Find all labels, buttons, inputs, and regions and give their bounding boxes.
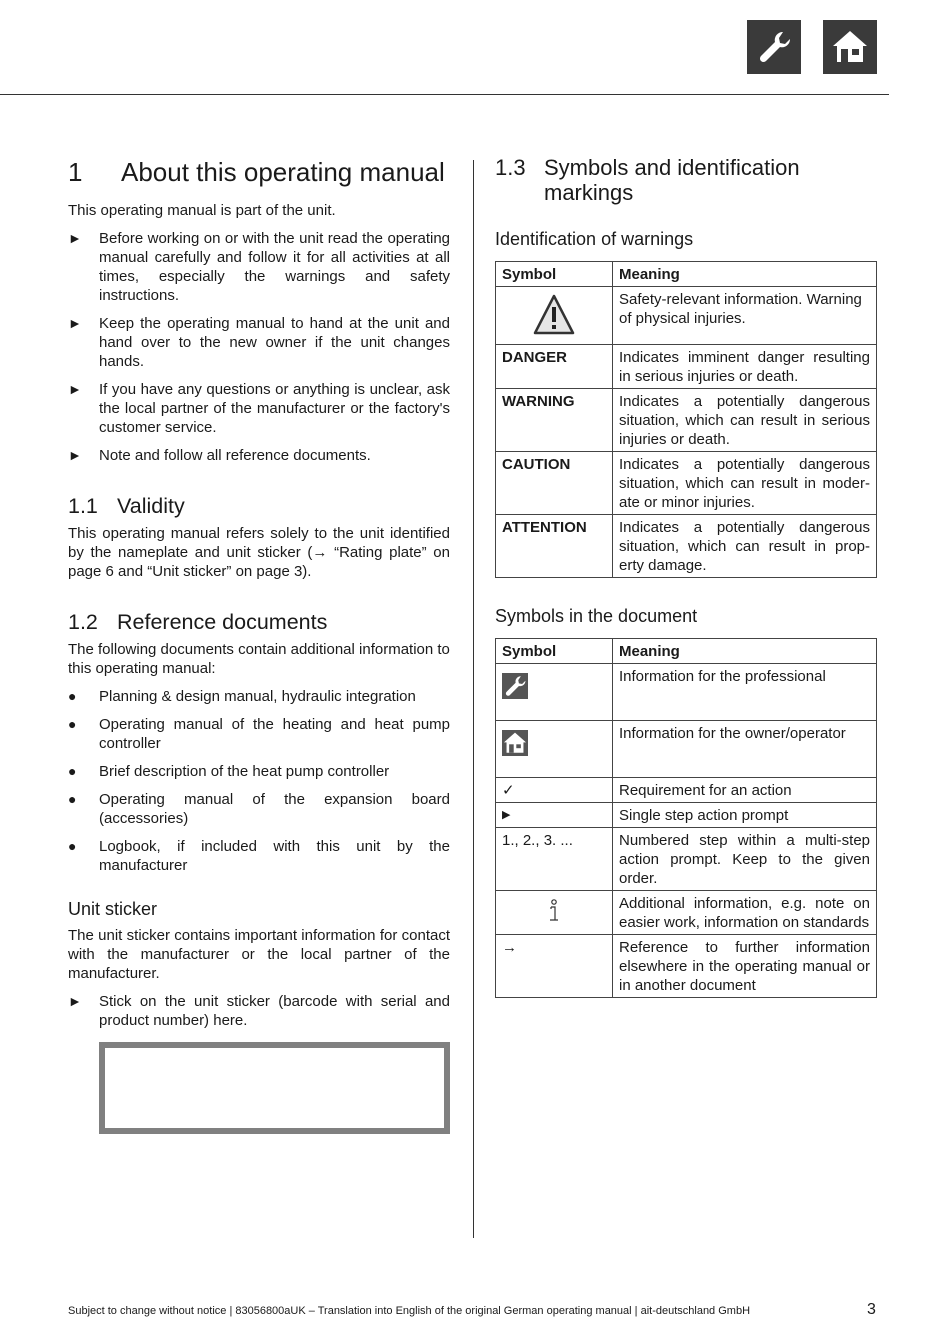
list-item-text: Operating manual of the heating and heat pump controller: [99, 716, 450, 752]
column-header-symbol: Symbol: [496, 639, 613, 664]
right-column: [495, 155, 877, 998]
list-item: [68, 837, 450, 875]
list-item: [68, 762, 450, 781]
section-title: [544, 155, 800, 205]
table-row: [496, 721, 877, 778]
list-item-text: Keep the operating manual to hand at the unit and hand over to the new owner if the unit changes hands.: [99, 315, 450, 370]
symbol-cell: DANGER: [496, 345, 613, 389]
section-number: 1: [68, 157, 83, 187]
section-title: Validity: [117, 494, 185, 518]
table-row: [496, 891, 877, 935]
section-number: 1.2: [68, 610, 98, 634]
section-1-2-heading: [68, 609, 450, 635]
house-icon-graphic: [830, 27, 870, 67]
list-item: [68, 229, 450, 305]
table-row: [496, 515, 877, 578]
symbol-cell: ATTENTION: [496, 515, 613, 578]
warnings-heading: Identification of warnings: [495, 229, 694, 249]
list-item: [68, 314, 450, 371]
list-item: [68, 715, 450, 753]
footer-text: Subject to change without notice | 83056800aUK – Translation into English of the original German operating manual | ait-deutschland GmbH: [68, 1305, 751, 1317]
unit-sticker-list: [68, 992, 450, 1030]
checkmark-icon: ✓: [496, 778, 613, 803]
warning-triangle-icon: [533, 293, 575, 337]
list-item: [68, 380, 450, 437]
triangle-bullet-icon: ►: [68, 993, 82, 1009]
list-item-text: Brief description of the heat pump controller: [99, 763, 390, 780]
list-item-text: Stick on the unit sticker (barcode with serial and product number) here.: [99, 993, 450, 1029]
table-row: [496, 778, 877, 803]
meaning-cell: Reference to further information elsewhere in the operating manual or in another document: [613, 935, 877, 998]
wrench-icon: [502, 673, 528, 699]
dot-bullet-icon: ●: [68, 838, 77, 854]
section-number: 1.3: [495, 155, 526, 180]
table-row: [496, 664, 877, 721]
symbol-cell: WARNING: [496, 389, 613, 452]
list-item-text: Before working on or with the unit read the operating manual carefully and follow it for all activities at all times, especially the warnings and safety instructions.: [99, 230, 450, 304]
list-item: [68, 687, 450, 706]
reference-intro: The following documents contain additional information to this operating manual:: [68, 641, 450, 677]
header-rule: [0, 94, 889, 95]
meaning-cell: Indicates a potentially dangerous situation, which can result in serious injuries or death.: [613, 389, 877, 452]
symbols-table: [495, 638, 877, 998]
house-icon[interactable]: [823, 20, 877, 74]
list-item: [68, 446, 450, 465]
page-number: 3: [867, 1301, 876, 1318]
play-triangle-icon: ▶: [496, 803, 613, 828]
dot-bullet-icon: ●: [68, 688, 77, 704]
validity-text: This operating manual refers solely to the unit identified by the nameplate and unit sticker (→ “Rating plate” on page 6 and “Unit sticker” on page 3).: [68, 525, 450, 580]
meaning-cell: Single step action prompt: [613, 803, 877, 828]
section-title: Reference documents: [117, 610, 328, 634]
column-header-meaning: Meaning: [613, 262, 877, 287]
table-row: [496, 828, 877, 891]
list-item-text: If you have any questions or anything is unclear, ask the local partner of the manufacturer or the factory's customer service.: [99, 381, 450, 436]
arrow-right-icon: →: [496, 935, 613, 998]
table-row: [496, 935, 877, 998]
table-row: [496, 389, 877, 452]
meaning-cell: Safety-relevant information. Warning of physical injuries.: [613, 287, 877, 345]
table-row: [496, 345, 877, 389]
list-item: [68, 992, 450, 1030]
dot-bullet-icon: ●: [68, 716, 77, 732]
meaning-cell: Indicates imminent danger resulting in serious injuries or death.: [613, 345, 877, 389]
symbol-cell: [496, 891, 613, 935]
table-row: [496, 452, 877, 515]
triangle-bullet-icon: ►: [68, 230, 82, 246]
wrench-icon[interactable]: [747, 20, 801, 74]
list-item: [68, 790, 450, 828]
meaning-cell: Information for the professional: [613, 664, 877, 721]
reference-list: [68, 687, 450, 875]
sticker-placeholder-box: [99, 1042, 450, 1134]
unit-sticker-heading: Unit sticker: [68, 899, 158, 919]
meaning-cell: Requirement for an action: [613, 778, 877, 803]
section-title-line-1: Symbols and identification: [544, 155, 800, 180]
table-header-row: [496, 639, 877, 664]
triangle-bullet-icon: ►: [68, 315, 82, 331]
symbol-cell: [496, 287, 613, 345]
section-1-3-heading: [495, 155, 877, 205]
section-1-intro: This operating manual is part of the unit.: [68, 202, 336, 219]
house-icon: [502, 730, 528, 756]
section-title-line-2: markings: [544, 180, 634, 205]
table-header-row: [496, 262, 877, 287]
list-item-text: Operating manual of the expansion board (accessories): [99, 791, 450, 827]
symbol-cell: [496, 664, 613, 721]
meaning-cell: Numbered step within a multi-step action prompt. Keep to the given order.: [613, 828, 877, 891]
table-row: [496, 287, 877, 345]
triangle-bullet-icon: ►: [68, 381, 82, 397]
list-item-text: Logbook, if included with this unit by the manufacturer: [99, 838, 450, 874]
warnings-table: [495, 261, 877, 578]
info-icon: [547, 899, 561, 923]
meaning-cell: Information for the owner/operator: [613, 721, 877, 778]
list-item-text: Note and follow all reference documents.: [99, 447, 371, 464]
symbols-heading: Symbols in the document: [495, 606, 698, 626]
list-item-text: Planning & design manual, hydraulic integration: [99, 688, 416, 705]
left-column: [68, 155, 450, 1134]
symbol-cell: 1., 2., 3. ...: [496, 828, 613, 891]
symbol-cell: [496, 721, 613, 778]
dot-bullet-icon: ●: [68, 763, 77, 779]
section-1-heading: [68, 155, 450, 189]
dot-bullet-icon: ●: [68, 791, 77, 807]
meaning-cell: Indicates a potentially dangerous situation, which can result in moder-ate or minor injuries.: [613, 452, 877, 515]
column-divider: [473, 160, 474, 1238]
meaning-cell: Additional information, e.g. note on easier work, information on standards: [613, 891, 877, 935]
section-1-1-heading: [68, 493, 450, 519]
section-title: About this operating manual: [121, 157, 445, 187]
wrench-icon-graphic: [754, 27, 794, 67]
section-number: 1.1: [68, 494, 98, 518]
column-header-symbol: Symbol: [496, 262, 613, 287]
section-1-list: [68, 229, 450, 465]
symbol-cell: CAUTION: [496, 452, 613, 515]
unit-sticker-text: The unit sticker contains important information for contact with the manufacturer or the local partner of the manufacturer.: [68, 927, 450, 982]
column-header-meaning: Meaning: [613, 639, 877, 664]
meaning-cell: Indicates a potentially dangerous situation, which can result in prop-erty damage.: [613, 515, 877, 578]
triangle-bullet-icon: ►: [68, 447, 82, 463]
table-row: [496, 803, 877, 828]
